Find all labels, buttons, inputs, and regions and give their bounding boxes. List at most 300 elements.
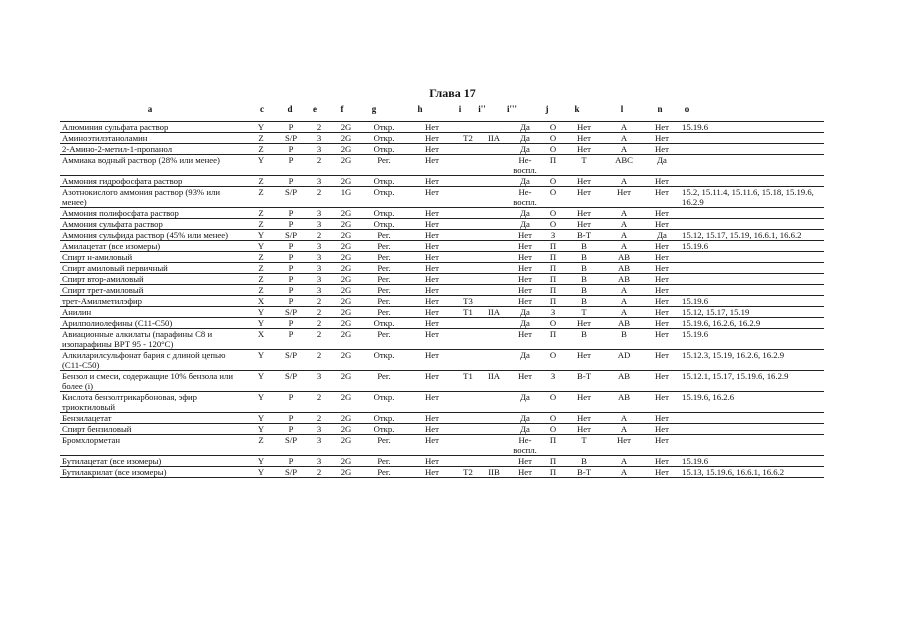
column-header: j [545,104,549,114]
table-cell-o [680,155,824,176]
table-cell-i''': Да [508,350,542,371]
table-cell-f: 2G [332,230,360,241]
table-cell-o [680,208,824,219]
table-cell-a: Арилполиолефины (C11-C50) [60,318,246,329]
table-cell-d: P [276,263,306,274]
table-cell-f: 2G [332,392,360,413]
table-cell-n: Нет [644,274,680,285]
table-cell-e: 2 [306,187,332,208]
table-cell-h: Нет [408,187,456,208]
table-cell-c: Y [246,241,276,252]
table-cell-k: T [564,435,604,456]
table-cell-i''': Нет [508,371,542,392]
table-cell-i''': Да [508,318,542,329]
table-row [60,318,824,329]
table-cell-i [456,219,480,230]
column-header: g [371,104,377,114]
table-cell-i''': Не-воспл. [508,187,542,208]
table-cell-i: T2 [456,133,480,144]
table-cell-f: 2G [332,329,360,350]
table-cell-e: 3 [306,219,332,230]
table-row [60,392,824,413]
table-cell-g: Откр. [360,350,408,371]
table-cell-n: Нет [644,318,680,329]
table-cell-g: Рег. [360,285,408,296]
table-cell-j: З [542,230,564,241]
table-cell-a: Анилин [60,307,246,318]
cargo-table [60,121,824,478]
table-cell-e: 2 [306,350,332,371]
table-cell-d: P [276,155,306,176]
table-cell-k: Нет [564,392,604,413]
table-cell-g: Откр. [360,144,408,155]
table-cell-d: P [276,392,306,413]
table-cell-j: П [542,435,564,456]
table-cell-a: Амилацетат (все изомеры) [60,241,246,252]
table-cell-g: Рег. [360,252,408,263]
table-cell-a: Кислота бензолтрикарбоновая, эфир триоктиловый [60,392,246,413]
table-cell-i''': Да [508,413,542,424]
table-cell-f: 2G [332,435,360,456]
table-cell-g: Рег. [360,456,408,467]
table-cell-i'' [480,456,508,467]
table-cell-n: Нет [644,350,680,371]
table-cell-e: 2 [306,307,332,318]
table-cell-d: P [276,296,306,307]
table-cell-j: O [542,413,564,424]
column-header: n [657,104,663,114]
table-cell-g: Откр. [360,318,408,329]
table-cell-a: Спирт трет-амиловый [60,285,246,296]
table-cell-l: A [604,176,644,187]
table-cell-e: 2 [306,329,332,350]
table-cell-k: B [564,274,604,285]
table-cell-i''': Нет [508,285,542,296]
table-cell-i''': Нет [508,241,542,252]
table-cell-j: O [542,392,564,413]
table-cell-j: П [542,252,564,263]
table-cell-h: Нет [408,318,456,329]
table-row [60,230,824,241]
table-cell-a: Аммиака водный раствор (28% или менее) [60,155,246,176]
table-cell-l: A [604,241,644,252]
table-cell-i'' [480,208,508,219]
table-cell-n: Нет [644,371,680,392]
table-cell-i''': Да [508,392,542,413]
table-cell-k: Нет [564,318,604,329]
table-cell-k: Нет [564,424,604,435]
table-cell-e: 2 [306,122,332,133]
table-row [60,274,824,285]
table-cell-c: Z [246,252,276,263]
column-header: l [620,104,624,114]
table-cell-f: 2G [332,241,360,252]
table-cell-e: 3 [306,133,332,144]
table-cell-g: Откр. [360,424,408,435]
table-cell-c: Y [246,371,276,392]
table-cell-k: B [564,263,604,274]
table-cell-a: Спирт бензиловый [60,424,246,435]
table-cell-c: Y [246,122,276,133]
table-cell-i [456,155,480,176]
table-row [60,467,824,478]
table-cell-n: Нет [644,133,680,144]
table-cell-f: 2G [332,318,360,329]
table-cell-c: Y [246,392,276,413]
table-cell-d: S/P [276,467,306,478]
table-cell-n: Нет [644,296,680,307]
table-cell-n: Нет [644,413,680,424]
table-cell-o [680,274,824,285]
table-cell-h: Нет [408,285,456,296]
table-cell-f: 2G [332,252,360,263]
table-cell-i [456,230,480,241]
table-cell-d: P [276,456,306,467]
table-cell-g: Рег. [360,263,408,274]
table-cell-a: Алюминия сульфата раствор [60,122,246,133]
table-cell-g: Рег. [360,296,408,307]
table-cell-c: Z [246,285,276,296]
table-cell-i''': Нет [508,230,542,241]
table-cell-a: Аммония гидрофосфата раствор [60,176,246,187]
table-cell-o: 15.19.6, 16.2.6, 16.2.9 [680,318,824,329]
table-cell-f: 2G [332,413,360,424]
table-cell-d: P [276,122,306,133]
table-cell-l: A [604,219,644,230]
table-cell-l: AB [604,318,644,329]
table-cell-o: 15.19.6 [680,456,824,467]
table-cell-j: П [542,456,564,467]
table-cell-f: 2G [332,133,360,144]
table-cell-d: P [276,219,306,230]
table-cell-j: O [542,133,564,144]
table-cell-c: Y [246,456,276,467]
table-cell-c: X [246,329,276,350]
table-cell-j: O [542,122,564,133]
table-cell-i'' [480,296,508,307]
table-cell-i'' [480,252,508,263]
table-cell-d: P [276,252,306,263]
table-cell-e: 3 [306,252,332,263]
table-cell-o: 15.12, 15.17, 15.19 [680,307,824,318]
table-cell-i'': IIA [480,133,508,144]
table-cell-f: 2G [332,350,360,371]
table-cell-a: Аммония сульфата раствор [60,219,246,230]
column-header: i'' [478,104,486,114]
table-cell-e: 3 [306,435,332,456]
table-cell-n: Нет [644,263,680,274]
table-cell-i''': Нет [508,329,542,350]
table-cell-f: 2G [332,371,360,392]
table-cell-n: Нет [644,435,680,456]
table-cell-i''': Нет [508,252,542,263]
table-cell-g: Рег. [360,435,408,456]
table-cell-l: A [604,144,644,155]
table-row [60,263,824,274]
table-cell-i'' [480,274,508,285]
table-cell-f: 2G [332,208,360,219]
table-cell-o: 15.19.6 [680,329,824,350]
table-cell-i [456,208,480,219]
table-cell-f: 2G [332,122,360,133]
table-cell-h: Нет [408,208,456,219]
table-cell-l: A [604,424,644,435]
table-cell-g: Рег. [360,274,408,285]
table-cell-d: P [276,241,306,252]
table-row [60,424,824,435]
table-cell-e: 2 [306,392,332,413]
table-cell-d: S/P [276,307,306,318]
table-cell-f: 2G [332,274,360,285]
table-cell-c: Y [246,350,276,371]
table-cell-i''': Нет [508,274,542,285]
table-cell-j: O [542,350,564,371]
table-cell-a: Азотнокислого аммония раствор (93% или менее) [60,187,246,208]
table-cell-i [456,350,480,371]
table-cell-a: Бутилакрилат (все изомеры) [60,467,246,478]
table-cell-j: З [542,307,564,318]
table-cell-o: 15.19.6, 16.2.6 [680,392,824,413]
table-cell-i''': Не-воспл. [508,435,542,456]
table-cell-g: Откр. [360,133,408,144]
table-cell-e: 2 [306,413,332,424]
table-cell-h: Нет [408,307,456,318]
table-cell-d: P [276,329,306,350]
table-cell-o: 15.19.6 [680,241,824,252]
table-cell-a: трет-Амилметилэфир [60,296,246,307]
table-cell-o [680,219,824,230]
table-cell-k: Нет [564,187,604,208]
table-cell-k: B-T [564,371,604,392]
table-cell-i [456,241,480,252]
table-cell-e: 3 [306,274,332,285]
column-header: c [260,104,264,114]
table-cell-n: Нет [644,122,680,133]
table-cell-g: Откр. [360,176,408,187]
table-row [60,155,824,176]
table-cell-k: B-T [564,230,604,241]
table-cell-f: 2G [332,144,360,155]
table-cell-f: 1G [332,187,360,208]
table-cell-l: AB [604,263,644,274]
table-cell-k: Нет [564,219,604,230]
table-row [60,371,824,392]
table-cell-g: Откр. [360,219,408,230]
table-cell-n: Нет [644,219,680,230]
table-cell-o [680,176,824,187]
table-cell-h: Нет [408,467,456,478]
table-cell-a: Спирт амиловый первичный [60,263,246,274]
column-header: o [684,104,690,114]
table-cell-k: Нет [564,176,604,187]
table-cell-d: S/P [276,187,306,208]
table-cell-h: Нет [408,122,456,133]
table-cell-j: П [542,329,564,350]
table-cell-a: Авиационные алкилаты (парафины C8 и изопарафины ВРТ 95 - 120°C) [60,329,246,350]
table-cell-h: Нет [408,456,456,467]
table-row [60,413,824,424]
table-cell-i'': IIA [480,307,508,318]
table-cell-i'' [480,176,508,187]
chapter-title: Глава 17 [429,86,476,100]
table-cell-l: A [604,133,644,144]
table-cell-i [456,274,480,285]
table-cell-e: 2 [306,230,332,241]
table-cell-e: 2 [306,318,332,329]
table-cell-i''': Да [508,219,542,230]
table-cell-j: З [542,371,564,392]
table-cell-k: B-T [564,467,604,478]
table-cell-o: 15.19.6 [680,296,824,307]
table-cell-d: P [276,176,306,187]
table-cell-g: Рег. [360,155,408,176]
table-cell-k: Нет [564,350,604,371]
table-cell-i''': Нет [508,467,542,478]
table-cell-d: S/P [276,230,306,241]
table-cell-l: Нет [604,187,644,208]
table-cell-l: AB [604,252,644,263]
table-cell-h: Нет [408,263,456,274]
table-cell-g: Рег. [360,371,408,392]
table-cell-j: O [542,187,564,208]
table-cell-j: O [542,424,564,435]
column-header: f [340,104,344,114]
table-cell-n: Да [644,155,680,176]
table-cell-i: T3 [456,296,480,307]
table-cell-c: Z [246,133,276,144]
table-cell-j: П [542,155,564,176]
table-cell-h: Нет [408,241,456,252]
table-cell-h: Нет [408,413,456,424]
table-row [60,285,824,296]
column-header: e [313,104,317,114]
table-cell-f: 2G [332,219,360,230]
table-cell-i''': Нет [508,456,542,467]
table-cell-o [680,285,824,296]
table-row [60,307,824,318]
table-cell-a: Бензилацетат [60,413,246,424]
table-cell-c: Z [246,435,276,456]
table-cell-g: Рег. [360,230,408,241]
table-cell-c: Z [246,263,276,274]
table-cell-c: Z [246,176,276,187]
table-cell-d: P [276,144,306,155]
table-cell-i: T1 [456,307,480,318]
table-cell-n: Нет [644,329,680,350]
table-cell-i'' [480,350,508,371]
table-cell-k: T [564,307,604,318]
column-header: i''' [506,104,518,114]
table-cell-l: A [604,208,644,219]
table-cell-j: П [542,263,564,274]
table-cell-k: B [564,241,604,252]
table-cell-k: B [564,296,604,307]
table-cell-i'' [480,122,508,133]
column-header: d [287,104,293,114]
table-cell-j: O [542,176,564,187]
table-cell-j: O [542,144,564,155]
table-cell-a: Аммония сульфида раствор (45% или менее) [60,230,246,241]
table-cell-i [456,285,480,296]
table-cell-i [456,144,480,155]
table-cell-l: ABC [604,155,644,176]
table-cell-i'' [480,155,508,176]
table-cell-n: Нет [644,307,680,318]
table-cell-g: Откр. [360,392,408,413]
table-cell-l: AB [604,274,644,285]
table-cell-i'' [480,413,508,424]
table-cell-k: Нет [564,144,604,155]
table-cell-f: 2G [332,155,360,176]
table-cell-j: O [542,318,564,329]
table-cell-h: Нет [408,329,456,350]
table-cell-i''': Не-воспл. [508,155,542,176]
table-cell-h: Нет [408,133,456,144]
table-row [60,435,824,456]
table-cell-f: 2G [332,285,360,296]
table-cell-e: 2 [306,296,332,307]
table-cell-d: S/P [276,435,306,456]
table-cell-h: Нет [408,392,456,413]
table-cell-a: Аминоэтилэтаноламин [60,133,246,144]
table-cell-g: Рег. [360,241,408,252]
table-row [60,208,824,219]
table-cell-k: B [564,456,604,467]
table-cell-i'': IIB [480,467,508,478]
table-cell-i'' [480,435,508,456]
table-cell-j: П [542,285,564,296]
table-cell-n: Нет [644,285,680,296]
table-cell-h: Нет [408,296,456,307]
table-cell-c: X [246,296,276,307]
table-cell-c: Z [246,219,276,230]
table-cell-d: P [276,413,306,424]
table-row [60,456,824,467]
table-cell-i''': Да [508,424,542,435]
table-cell-c: Y [246,307,276,318]
table-cell-i'' [480,329,508,350]
table-cell-o: 15.12.3, 15.19, 16.2.6, 16.2.9 [680,350,824,371]
table-cell-i [456,424,480,435]
table-cell-i [456,176,480,187]
table-cell-g: Откр. [360,413,408,424]
table-cell-i [456,263,480,274]
table-cell-j: П [542,467,564,478]
table-cell-a: Бромхлорметан [60,435,246,456]
table-cell-j: O [542,219,564,230]
table-cell-i''': Да [508,122,542,133]
table-cell-k: Нет [564,122,604,133]
table-cell-i [456,413,480,424]
column-header: k [574,104,580,114]
table-cell-f: 2G [332,467,360,478]
table-cell-o: 15.2, 15.11.4, 15.11.6, 15.18, 15.19.6, 16.2.9 [680,187,824,208]
table-cell-i'' [480,424,508,435]
table-cell-e: 3 [306,144,332,155]
table-cell-i'' [480,187,508,208]
column-header: a [147,104,153,114]
table-cell-a: Алкиларилсульфонат бария с длиной цепью (C11-C50) [60,350,246,371]
table-cell-i'' [480,392,508,413]
table-cell-f: 2G [332,296,360,307]
table-cell-d: P [276,424,306,435]
column-header: h [417,104,423,114]
table-cell-o: 15.19.6 [680,122,824,133]
table-cell-h: Нет [408,252,456,263]
table-cell-k: Нет [564,133,604,144]
table-cell-h: Нет [408,219,456,230]
table-row [60,133,824,144]
